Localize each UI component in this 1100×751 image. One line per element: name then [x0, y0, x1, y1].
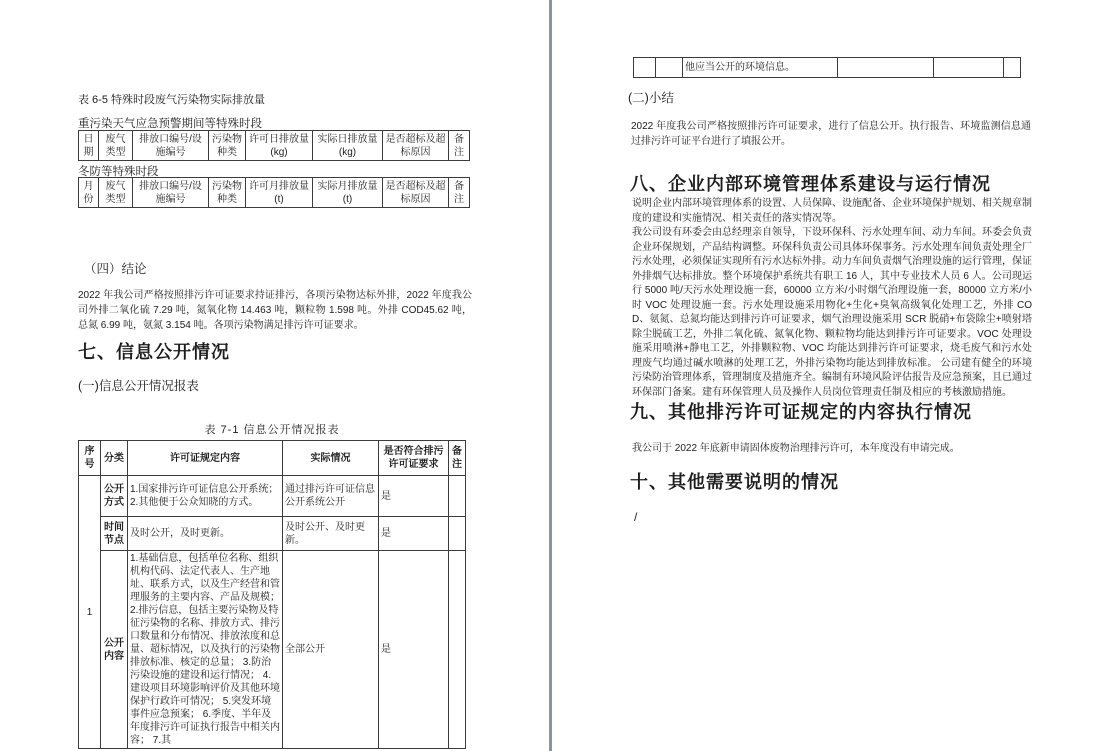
- carryover-remark-cell: [1004, 58, 1021, 78]
- t71-actual-timing: 及时公开、及时更新。: [283, 517, 379, 551]
- daily-col-remark: 备注: [449, 131, 470, 161]
- t71-actual-method: 通过排污许可证信息公开系统公开: [283, 476, 379, 517]
- carryover-compliant-cell: [934, 58, 1004, 78]
- t71-col-category: 分类: [101, 441, 128, 476]
- conclusion-heading: （四）结论: [84, 262, 147, 276]
- section7-heading: 七、信息公开情况: [78, 342, 230, 362]
- section8-paragraph-2: 我公司设有环委会由总经理亲自领导，下设环保科、污水处理车间、动力车间。环委会负责企业环保规划，产品结构调整。环保科负责公司具体环保事务。污水处理车间负责处理全厂污水处理，必须保证实现所有污水达标外排。动力车间负责烟气治理设施的运行管理，保证外排烟气达标排放。整个环境保护系统共有职工 16 人，其中专业技术人员 6 人。公司现运行 5000 吨/天污水处理设施一套，60000 立方米/小时烟气治理设施一套，80000 立方米/小时 VOC 处理设施一套。污水处理设施采用物化+生化+臭氧高级氧化处理工艺，外排 COD、氨氮、总氮均能达到排污许可证要求，烟气治理设施采用 SCR 脱硝+布袋除尘+喷射塔除尘脱硫工艺，外排二氧化硫、氮氧化物、颗粒物均能达到排污许可证要求。VOC 处理设施采用喷淋+静电工艺，外排颗粒物、VOC 均能达到排污许可证要求，烧毛废气和污水处理废气均通过碱水喷淋的处理工艺，外排污染物均能达到排放标准。 公司建有健全的环境污染防治管理体系，管理制度及措施齐全。编制有环境风险评估报告及应急预案，且已通过环保部门备案。建有环保管理人员及操作人员岗位管理责任制及相应的考核激励措施。: [632, 227, 1032, 398]
- t71-row-content: [79, 551, 466, 749]
- t71-required-method: 1.国家排污许可证信息公开系统；2.其他便于公众知晓的方式。: [128, 476, 283, 517]
- monthly-col-permitted: 许可月排放量(t): [246, 178, 313, 208]
- monthly-col-actual: 实际月排放量(t): [313, 178, 383, 208]
- section8-heading: 八、企业内部环境管理体系建设与运行情况: [630, 174, 991, 194]
- conclusion-paragraph: 2022 年我公司严格按照排污许可证要求持证排污，各项污染物达标外排，2022 年度我公司外排二氧化硫 7.29 吨，氮氧化物 14.463 吨，颗粒物 1.598 吨。外排 COD45.62 吨，总氮 6.99 吨，氨氮 3.154 吨。各项污染物满足排污许可证要求。: [78, 290, 472, 331]
- section10-heading: 十、其他需要说明的情况: [630, 472, 839, 492]
- t71-remark-method: [449, 476, 466, 517]
- monthly-col-pollutant: 污染物种类: [209, 178, 246, 208]
- t71-header-row: [79, 441, 466, 476]
- t71-row-method: [79, 476, 466, 517]
- section7-subheading: (一)信息公开情况报表: [78, 379, 199, 393]
- t71-category-method: 公开方式: [101, 476, 128, 517]
- monthly-emission-table: [78, 177, 470, 208]
- t71-required-timing: 及时公开，及时更新。: [128, 517, 283, 551]
- t71-row-timing: [79, 517, 466, 551]
- daily-col-exceed: 是否超标及超标原因: [383, 131, 449, 161]
- t71-remark-timing: [449, 517, 466, 551]
- carryover-table-fragment: [633, 57, 1021, 78]
- page-right: [552, 0, 1100, 751]
- section9-paragraph: 我公司于 2022 年底新申请固体废物治理排污许可，本年度没有申请完成。: [632, 443, 960, 454]
- carryover-row: [634, 58, 1021, 78]
- t71-category-timing: 时间节点: [101, 517, 128, 551]
- daily-col-outlet: 排放口编号/设施编号: [133, 131, 209, 161]
- heavy-pollution-period-label: 重污染天气应急预警期间等特殊时段: [78, 118, 262, 130]
- page-left: [0, 0, 549, 751]
- t71-remark-content: [449, 551, 466, 749]
- t71-compliant-content: 是: [379, 551, 449, 749]
- daily-col-pollutant: 污染物种类: [209, 131, 246, 161]
- winter-period-label: 冬防等特殊时段: [78, 166, 159, 178]
- table-6-5-title: 表 6-5 特殊时段废气污染物实际排放量: [78, 94, 266, 106]
- t71-compliant-timing: 是: [379, 517, 449, 551]
- monthly-col-exceed: 是否超标及超标原因: [383, 178, 449, 208]
- daily-emission-table: [78, 130, 470, 161]
- t71-category-content: 公开内容: [101, 551, 128, 749]
- info-disclosure-table: [78, 440, 466, 749]
- carryover-actual-cell: [838, 58, 934, 78]
- carryover-seq-cell: [634, 58, 656, 78]
- daily-col-gas-type: 废气类型: [99, 131, 133, 161]
- t71-actual-content: 全部公开: [283, 551, 379, 749]
- section8-paragraph-1: 说明企业内部环境管理体系的设置、人员保障、设施配备、企业环境保护规划、相关规章制度的建设和实施情况、相关责任的落实情况等。: [632, 198, 1032, 224]
- t71-col-required: 许可证规定内容: [128, 441, 283, 476]
- t71-seq-cell: 1: [79, 476, 101, 749]
- t71-required-content: 1.基础信息，包括单位名称、组织机构代码、法定代表人、生产地址、联系方式，以及生产经营和管理服务的主要内容、产品及规模；2.排污信息，包括主要污染物及特征污染物的名称、排放方式、排污口数量和分布情况、排放浓度和总量、超标情况，以及执行的污染物排放标准、核定的总量； 3.防治污染设施的建设和运行情况； 4.建设项目环境影响评价及其他环境保护行政许可情况； 5.突发环境事件应急预案； 6.季度、半年及年度排污许可证执行报告中相关内容； 7.其: [128, 551, 283, 749]
- t71-col-compliant: 是否符合排污许可证要求: [379, 441, 449, 476]
- daily-col-date: 日期: [79, 131, 99, 161]
- monthly-col-remark: 备注: [449, 178, 470, 208]
- monthly-col-gas-type: 废气类型: [99, 178, 133, 208]
- daily-col-actual: 实际日排放量(kg): [313, 131, 383, 161]
- section8-body: [632, 197, 1032, 400]
- monthly-header-row: [79, 178, 470, 208]
- section9-heading: 九、其他排污许可证规定的内容执行情况: [630, 402, 972, 422]
- t71-col-actual: 实际情况: [283, 441, 379, 476]
- table-7-1-title: 表 7-1 信息公开情况报表: [204, 424, 340, 436]
- summary-heading: (二)小结: [628, 91, 674, 105]
- daily-col-permitted: 许可日排放量(kg): [246, 131, 313, 161]
- monthly-col-outlet: 排放口编号/设施编号: [133, 178, 209, 208]
- t71-compliant-method: 是: [379, 476, 449, 517]
- carryover-required-cell: 他应当公开的环境信息。: [683, 58, 838, 78]
- summary-paragraph: 2022 年度我公司严格按照排污许可证要求，进行了信息公开。执行报告、环境监测信息通过排污许可证平台进行了填报公开。: [631, 121, 1031, 147]
- t71-col-remark: 备注: [449, 441, 466, 476]
- t71-col-seq: 序号: [79, 441, 101, 476]
- daily-header-row: [79, 131, 470, 161]
- monthly-col-month: 月份: [79, 178, 99, 208]
- section10-placeholder: /: [634, 510, 638, 524]
- carryover-category-cell: [656, 58, 683, 78]
